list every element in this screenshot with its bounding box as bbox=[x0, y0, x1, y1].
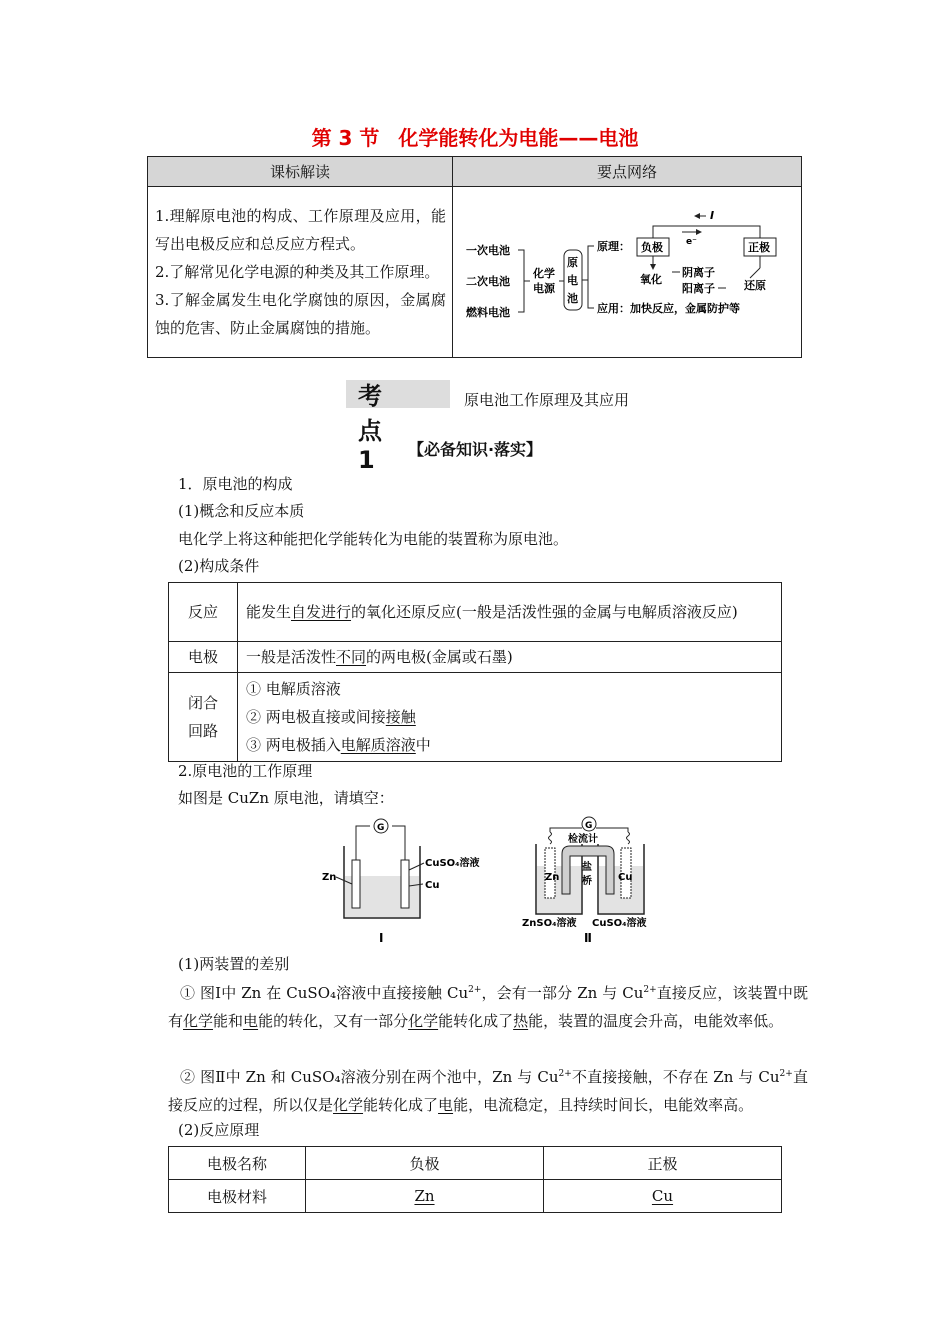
concept-text: 电化学上将这种能把化学能转化为电能的装置称为原电池。 bbox=[178, 530, 569, 548]
net-cell-3: 池 bbox=[567, 292, 578, 305]
reaction-table bbox=[168, 1146, 782, 1213]
fig-zn-label-2: Zn bbox=[545, 872, 560, 883]
curriculum-item: 1.理解原电池的构成、工作原理及应用，能写出电极反应和总反应方程式。 bbox=[155, 207, 446, 253]
rx-row-material: 电极材料 bbox=[169, 1180, 306, 1213]
blank-answer: 电解质溶液 bbox=[340, 736, 416, 754]
blank-answer: 化学 bbox=[408, 1012, 439, 1030]
cell-figure-two bbox=[522, 817, 647, 945]
rx-header-name: 电极名称 bbox=[169, 1147, 306, 1180]
blank-answer: Zn bbox=[414, 1187, 435, 1205]
net-positive: 正极 bbox=[748, 241, 770, 254]
fig-znso4-label: ZnSO₄溶液 bbox=[522, 918, 577, 929]
blank-answer: 热 bbox=[513, 1012, 529, 1030]
fig-cuso4-label-2: CuSO₄溶液 bbox=[592, 918, 647, 929]
cond-key-circuit: 闭合 回路 bbox=[169, 673, 238, 762]
blank-answer: 电 bbox=[438, 1096, 454, 1114]
kaodian-label: 考点 1 bbox=[358, 382, 386, 474]
net-chem-source-1: 化学 bbox=[533, 267, 555, 280]
section-heading: 【必备知识·落实】 bbox=[407, 440, 543, 459]
difference-two: ② 图Ⅱ中 Zn 和 CuSO₄溶液分别在两个池中，Zn 与 $Cu^{2+}$不直接接触，不存在 Zn 与 $Cu^{2+}$直接反应的过程，所以仅是化学能转化成了电能，电流稳定，且持续时间长，电能效率高。 bbox=[168, 1068, 808, 1114]
heading-concept: (1)概念和反应本质 bbox=[178, 502, 305, 520]
curriculum-items bbox=[148, 187, 453, 358]
heading-principle: 2.原电池的工作原理 bbox=[178, 762, 313, 780]
knowledge-network-diagram bbox=[454, 188, 800, 356]
cond-key-reaction: 反应 bbox=[169, 583, 238, 642]
blank-answer: Cu bbox=[651, 1187, 674, 1205]
net-secondary-battery: 二次电池 bbox=[466, 275, 510, 288]
curriculum-item: 2.了解常见化学电源的种类及其工作原理。 bbox=[155, 263, 440, 281]
header-curriculum: 课标解读 bbox=[148, 157, 453, 187]
net-reduction: 还原 bbox=[744, 279, 766, 292]
net-negative: 负极 bbox=[641, 241, 663, 254]
fig-bridge-1: 盐 bbox=[582, 862, 592, 873]
rx-negative-material bbox=[306, 1180, 544, 1213]
fig-bridge-2: 桥 bbox=[582, 876, 592, 887]
blank-answer: 化学 bbox=[333, 1096, 364, 1114]
svg-text:G: G bbox=[377, 823, 385, 833]
net-current: I bbox=[710, 209, 715, 222]
intro-table bbox=[147, 156, 802, 358]
net-primary-battery: 一次电池 bbox=[466, 244, 510, 257]
curriculum-item: 3.了解金属发生电化学腐蚀的原因，金属腐蚀的危害、防止金属腐蚀的措施。 bbox=[155, 291, 446, 337]
section-number: 第 3 节 bbox=[311, 126, 380, 150]
net-chem-source-2: 电源 bbox=[533, 282, 555, 295]
blank-answer: 自发进行 bbox=[291, 603, 352, 621]
kaodian-subtitle: 原电池工作原理及其应用 bbox=[464, 391, 630, 409]
rx-positive-material bbox=[544, 1180, 782, 1213]
net-application: 应用：加快反应，金属防护等 bbox=[597, 302, 740, 315]
fig-meter-label: 检流计 bbox=[568, 834, 598, 845]
section-name: 化学能转化为电能——电池 bbox=[398, 126, 639, 150]
blank-answer: 化学 bbox=[183, 1012, 214, 1030]
blank-answer: 不同 bbox=[336, 648, 367, 666]
svg-text:G: G bbox=[585, 821, 593, 831]
fig-cu-label-2: Cu bbox=[618, 872, 633, 883]
net-electron: e⁻ bbox=[686, 237, 697, 247]
cell-figure-one bbox=[322, 819, 480, 945]
header-network: 要点网络 bbox=[453, 157, 802, 187]
fig-cuso4-label: CuSO₄溶液 bbox=[425, 858, 480, 869]
conditions-table bbox=[168, 582, 782, 762]
blank-answer: 接触 bbox=[385, 708, 416, 726]
difference-one: ① 图Ⅰ中 Zn 在 CuSO₄溶液中直接接触 $Cu^{2+}$，会有一部分 Zn 与 $Cu^{2+}$直接反应，该装置中既有化学能和电能的转化，又有一部分化学能转化成了热能，装置的温度会升高，电能效率低。 bbox=[168, 984, 808, 1030]
fig-zn-label: Zn bbox=[322, 872, 337, 883]
fig-label-one: Ⅰ bbox=[379, 931, 384, 945]
net-oxidation: 氧化 bbox=[640, 273, 662, 286]
net-fuel-cell: 燃料电池 bbox=[466, 306, 510, 319]
network-cell bbox=[453, 187, 802, 358]
cond-key-electrode: 电极 bbox=[169, 642, 238, 673]
net-cell-2: 电 bbox=[567, 274, 578, 287]
heading-composition: 1．原电池的构成 bbox=[178, 475, 293, 493]
heading-difference: (1)两装置的差别 bbox=[178, 955, 290, 973]
principle-text: 如图是 CuZn 原电池，请填空： bbox=[178, 789, 394, 807]
rx-header-negative: 负极 bbox=[306, 1147, 544, 1180]
fig-label-two: Ⅱ bbox=[584, 931, 592, 945]
blank-answer: 电 bbox=[243, 1012, 259, 1030]
fig-cu-label: Cu bbox=[425, 880, 440, 891]
net-cation: 阳离子 bbox=[682, 282, 715, 295]
rx-header-positive: 正极 bbox=[544, 1147, 782, 1180]
cond-circuit: ① 电解质溶液 ② 两电极直接或间接接触 ③ 两电极插入电解质溶液中 bbox=[238, 673, 782, 762]
cond-reaction: 能发生自发进行的氧化还原反应(一般是活泼性强的金属与电解质溶液反应) bbox=[238, 583, 782, 642]
cuzn-cell-figure bbox=[318, 814, 662, 950]
net-anion: 阴离子 bbox=[682, 266, 715, 279]
heading-conditions: (2)构成条件 bbox=[178, 557, 260, 575]
net-cell-1: 原 bbox=[567, 256, 578, 269]
page-title bbox=[0, 122, 950, 151]
net-principle: 原理： bbox=[597, 240, 630, 253]
heading-reaction: (2)反应原理 bbox=[178, 1121, 260, 1139]
cond-electrode: 一般是活泼性不同的两电极(金属或石墨) bbox=[238, 642, 782, 673]
